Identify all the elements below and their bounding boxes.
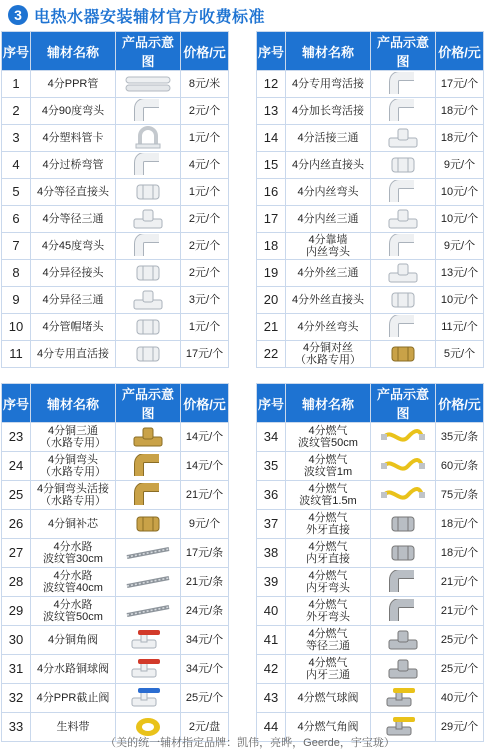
- title-text: 电热水器安装辅材官方收费标准: [34, 8, 266, 26]
- item-name: 4分活接三通: [286, 125, 371, 152]
- item-image-cell: [371, 260, 436, 287]
- item-price: 60元/条: [436, 452, 484, 481]
- item-image-cell: [116, 341, 181, 368]
- item-name: 4分铜对丝 （水路专用）: [286, 341, 371, 368]
- item-image-cell: [116, 152, 181, 179]
- item-number: 13: [257, 98, 286, 125]
- gas-female-tee-icon: [371, 657, 435, 681]
- table-row: [257, 287, 484, 314]
- col-header-name: 辅材名称: [286, 384, 371, 423]
- item-number: 15: [257, 152, 286, 179]
- table-header-row: [2, 32, 229, 71]
- item-price: 18元/个: [436, 125, 484, 152]
- item-image-cell: [116, 287, 181, 314]
- table-row: [2, 71, 229, 98]
- item-number: 20: [257, 287, 286, 314]
- table-row: [2, 287, 229, 314]
- item-number: 36: [257, 481, 286, 510]
- item-name: 4分燃气 波纹管1.5m: [286, 481, 371, 510]
- item-number: 35: [257, 452, 286, 481]
- pipe-icon: [116, 74, 180, 94]
- item-price: 10元/个: [436, 179, 484, 206]
- item-image-cell: [116, 423, 181, 452]
- item-price: 24元/条: [181, 597, 229, 626]
- item-price: 34元/个: [181, 626, 229, 655]
- item-number: 39: [257, 568, 286, 597]
- item-name: 4分燃气 外牙直接: [286, 510, 371, 539]
- price-table-2: [256, 31, 484, 368]
- table-row: [257, 98, 484, 125]
- angle-valve-icon: [116, 628, 180, 652]
- bypass-bend-icon: [116, 153, 180, 177]
- gas-male-coupling-icon: [371, 513, 435, 535]
- pipe-clip-icon: [116, 126, 180, 150]
- table-row: [257, 684, 484, 713]
- item-name: 4分管帽堵头: [31, 314, 116, 341]
- item-name: 4分燃气 波纹管1m: [286, 452, 371, 481]
- item-price: 10元/个: [436, 287, 484, 314]
- male-tee-icon: [371, 261, 435, 285]
- item-name: 4分过桥弯管: [31, 152, 116, 179]
- table-row: [257, 626, 484, 655]
- item-number: 27: [2, 539, 31, 568]
- col-header-name: 辅材名称: [286, 32, 371, 71]
- reducing-tee-icon: [116, 288, 180, 312]
- item-number: 3: [2, 125, 31, 152]
- hose-50-icon: [116, 601, 180, 621]
- item-number: 17: [257, 206, 286, 233]
- table-row: [2, 568, 229, 597]
- item-name: 4分外丝三通: [286, 260, 371, 287]
- item-name: 4分内丝三通: [286, 206, 371, 233]
- item-name: 4分铜三通 （水路专用）: [31, 423, 116, 452]
- item-name: 4分90度弯头: [31, 98, 116, 125]
- item-price: 10元/个: [436, 206, 484, 233]
- col-header-image: 产品示意图: [371, 384, 436, 423]
- section-badge: 3: [8, 5, 28, 25]
- item-number: 4: [2, 152, 31, 179]
- item-image-cell: [371, 655, 436, 684]
- col-header-price: 价格/元: [436, 384, 484, 423]
- item-image-cell: [116, 179, 181, 206]
- item-number: 33: [2, 713, 31, 742]
- brass-union-elbow-icon: [116, 483, 180, 507]
- item-price: 17元/个: [436, 71, 484, 98]
- item-image-cell: [116, 98, 181, 125]
- table-row: [2, 341, 229, 368]
- item-number: 43: [257, 684, 286, 713]
- table-row: [2, 98, 229, 125]
- table-row: [257, 152, 484, 179]
- gas-tee-icon: [371, 628, 435, 652]
- item-price: 11元/个: [436, 314, 484, 341]
- table-row: [257, 314, 484, 341]
- brass-elbow-icon: [116, 454, 180, 478]
- item-name: 4分靠墙 内丝弯头: [286, 233, 371, 260]
- table-row: [2, 314, 229, 341]
- col-header-no: 序号: [2, 32, 31, 71]
- item-name: 4分水路铜球阀: [31, 655, 116, 684]
- item-image-cell: [116, 655, 181, 684]
- item-image-cell: [371, 152, 436, 179]
- male-elbow-icon: [371, 315, 435, 339]
- long-union-elbow-icon: [371, 99, 435, 123]
- item-price: 1元/个: [181, 125, 229, 152]
- table-row: [2, 655, 229, 684]
- col-header-price: 价格/元: [436, 32, 484, 71]
- hose-30-icon: [116, 543, 180, 563]
- item-price: 21元/条: [181, 568, 229, 597]
- item-price: 34元/个: [181, 655, 229, 684]
- table-header-row: [2, 384, 229, 423]
- item-image-cell: [116, 684, 181, 713]
- item-image-cell: [116, 597, 181, 626]
- item-image-cell: [116, 539, 181, 568]
- item-number: 14: [257, 125, 286, 152]
- item-number: 9: [2, 287, 31, 314]
- item-number: 1: [2, 71, 31, 98]
- item-name: 4分外丝弯头: [286, 314, 371, 341]
- item-price: 25元/个: [436, 626, 484, 655]
- item-number: 40: [257, 597, 286, 626]
- item-number: 16: [257, 179, 286, 206]
- item-price: 29元/个: [436, 713, 484, 742]
- item-number: 2: [2, 98, 31, 125]
- item-number: 21: [257, 314, 286, 341]
- col-header-image: 产品示意图: [371, 32, 436, 71]
- item-price: 14元/个: [181, 452, 229, 481]
- item-number: 37: [257, 510, 286, 539]
- item-number: 8: [2, 260, 31, 287]
- table-row: [2, 452, 229, 481]
- brass-bushing-icon: [116, 513, 180, 535]
- item-number: 34: [257, 423, 286, 452]
- item-price: 5元/个: [436, 341, 484, 368]
- item-image-cell: [371, 125, 436, 152]
- female-elbow-icon: [371, 180, 435, 204]
- item-price: 18元/个: [436, 539, 484, 568]
- item-name: 4分水路 波纹管30cm: [31, 539, 116, 568]
- gas-male-elbow-icon: [371, 599, 435, 623]
- item-name: 4分铜补芯: [31, 510, 116, 539]
- item-price: 2元/个: [181, 98, 229, 125]
- item-price: 2元/个: [181, 260, 229, 287]
- wall-elbow-icon: [371, 234, 435, 258]
- item-name: 4分塑料管卡: [31, 125, 116, 152]
- price-table-1: [1, 31, 229, 368]
- item-image-cell: [116, 260, 181, 287]
- item-name: 4分异径三通: [31, 287, 116, 314]
- item-number: 30: [2, 626, 31, 655]
- item-image-cell: [371, 179, 436, 206]
- item-name: 4分铜角阀: [31, 626, 116, 655]
- item-image-cell: [116, 125, 181, 152]
- item-name: 4分燃气 外牙弯头: [286, 597, 371, 626]
- item-image-cell: [116, 568, 181, 597]
- col-header-image: 产品示意图: [116, 32, 181, 71]
- table-row: [257, 125, 484, 152]
- item-name: 4分内丝直接头: [286, 152, 371, 179]
- item-number: 18: [257, 233, 286, 260]
- item-number: 26: [2, 510, 31, 539]
- table-row: [257, 179, 484, 206]
- item-price: 14元/个: [181, 423, 229, 452]
- table-row: [257, 233, 484, 260]
- table-row: [257, 655, 484, 684]
- item-image-cell: [116, 71, 181, 98]
- item-price: 2元/盘: [181, 713, 229, 742]
- item-name: 4分内丝弯头: [286, 179, 371, 206]
- gas-ball-valve-icon: [371, 686, 435, 710]
- item-price: 25元/个: [181, 684, 229, 713]
- item-name: 4分燃气 内牙弯头: [286, 568, 371, 597]
- item-price: 75元/条: [436, 481, 484, 510]
- item-name: 4分燃气 波纹管50cm: [286, 423, 371, 452]
- item-name: 4分加长弯活接: [286, 98, 371, 125]
- item-name: 4分等径三通: [31, 206, 116, 233]
- item-number: 41: [257, 626, 286, 655]
- table-row: [257, 539, 484, 568]
- col-header-no: 序号: [257, 32, 286, 71]
- item-name: 4分燃气球阀: [286, 684, 371, 713]
- item-name: 4分铜弯头 （水路专用）: [31, 452, 116, 481]
- item-number: 19: [257, 260, 286, 287]
- price-table-4: [256, 383, 484, 742]
- female-coupling-icon: [371, 154, 435, 176]
- table-row: [2, 179, 229, 206]
- item-number: 28: [2, 568, 31, 597]
- item-price: 4元/个: [181, 152, 229, 179]
- table-row: [2, 233, 229, 260]
- brass-tee-icon: [116, 425, 180, 449]
- table-row: [257, 71, 484, 98]
- item-number: 11: [2, 341, 31, 368]
- item-price: 35元/条: [436, 423, 484, 452]
- item-image-cell: [371, 287, 436, 314]
- table-row: [2, 510, 229, 539]
- ppr-stop-valve-icon: [116, 686, 180, 710]
- item-image-cell: [371, 626, 436, 655]
- item-price: 40元/个: [436, 684, 484, 713]
- item-price: 1元/个: [181, 314, 229, 341]
- item-number: 7: [2, 233, 31, 260]
- col-header-no: 序号: [257, 384, 286, 423]
- item-name: 4分铜弯头活接 （水路专用）: [31, 481, 116, 510]
- item-image-cell: [116, 481, 181, 510]
- item-price: 18元/个: [436, 510, 484, 539]
- item-number: 42: [257, 655, 286, 684]
- item-name: 4分专用直活接: [31, 341, 116, 368]
- item-image-cell: [371, 597, 436, 626]
- table-row: [2, 597, 229, 626]
- table-header-row: [257, 384, 484, 423]
- table-row: [2, 152, 229, 179]
- item-number: 31: [2, 655, 31, 684]
- table-row: [2, 260, 229, 287]
- item-number: 32: [2, 684, 31, 713]
- price-table-3: [1, 383, 229, 742]
- item-image-cell: [116, 510, 181, 539]
- item-image-cell: [116, 452, 181, 481]
- item-name: 4分水路 波纹管40cm: [31, 568, 116, 597]
- item-name: 4分PPR管: [31, 71, 116, 98]
- item-name: 4分外丝直接头: [286, 287, 371, 314]
- item-image-cell: [116, 626, 181, 655]
- item-name: 4分专用弯活接: [286, 71, 371, 98]
- item-name: 4分燃气 内牙三通: [286, 655, 371, 684]
- page-title: [0, 0, 500, 30]
- item-number: 24: [2, 452, 31, 481]
- item-number: 22: [257, 341, 286, 368]
- item-name: 4分45度弯头: [31, 233, 116, 260]
- item-number: 5: [2, 179, 31, 206]
- item-image-cell: [371, 568, 436, 597]
- male-coupling-icon: [371, 289, 435, 311]
- item-price: 17元/个: [181, 341, 229, 368]
- item-name: 4分燃气 等径三通: [286, 626, 371, 655]
- item-price: 9元/个: [181, 510, 229, 539]
- table-row: [2, 206, 229, 233]
- end-cap-icon: [116, 316, 180, 338]
- gas-female-elbow-icon: [371, 570, 435, 594]
- table-row: [2, 539, 229, 568]
- table-row: [2, 125, 229, 152]
- col-header-no: 序号: [2, 384, 31, 423]
- table-row: [257, 260, 484, 287]
- elbow-icon: [116, 99, 180, 123]
- table-row: [2, 684, 229, 713]
- col-header-price: 价格/元: [181, 32, 229, 71]
- table-row: [2, 626, 229, 655]
- item-image-cell: [371, 233, 436, 260]
- table-row: [2, 481, 229, 510]
- item-number: 10: [2, 314, 31, 341]
- union-icon: [116, 343, 180, 365]
- gas-hose-50-icon: [371, 426, 435, 448]
- table-row: [257, 568, 484, 597]
- item-image-cell: [371, 71, 436, 98]
- item-name: 4分PPR截止阀: [31, 684, 116, 713]
- item-image-cell: [116, 314, 181, 341]
- item-image-cell: [371, 481, 436, 510]
- gas-hose-1m-icon: [371, 455, 435, 477]
- union-tee-icon: [371, 126, 435, 150]
- coupling-icon: [116, 181, 180, 203]
- item-name: 4分异径接头: [31, 260, 116, 287]
- item-number: 6: [2, 206, 31, 233]
- item-price: 9元/个: [436, 152, 484, 179]
- item-image-cell: [371, 206, 436, 233]
- table-row: [257, 452, 484, 481]
- item-number: 25: [2, 481, 31, 510]
- item-image-cell: [116, 206, 181, 233]
- table-row: [2, 423, 229, 452]
- item-number: 44: [257, 713, 286, 742]
- col-header-image: 产品示意图: [116, 384, 181, 423]
- item-price: 21元/个: [181, 481, 229, 510]
- hose-40-icon: [116, 572, 180, 592]
- table-header-row: [257, 32, 484, 71]
- item-image-cell: [371, 510, 436, 539]
- item-image-cell: [371, 452, 436, 481]
- item-number: 29: [2, 597, 31, 626]
- table-row: [257, 510, 484, 539]
- tee-icon: [116, 207, 180, 231]
- ball-valve-icon: [116, 657, 180, 681]
- item-image-cell: [371, 98, 436, 125]
- item-image-cell: [371, 423, 436, 452]
- item-name: 4分等径直接头: [31, 179, 116, 206]
- elbow-45-icon: [116, 234, 180, 258]
- item-image-cell: [371, 341, 436, 368]
- item-number: 12: [257, 71, 286, 98]
- item-number: 23: [2, 423, 31, 452]
- female-tee-icon: [371, 207, 435, 231]
- union-elbow-icon: [371, 72, 435, 96]
- item-image-cell: [371, 684, 436, 713]
- col-header-price: 价格/元: [181, 384, 229, 423]
- table-row: [257, 341, 484, 368]
- item-price: 25元/个: [436, 655, 484, 684]
- col-header-name: 辅材名称: [31, 384, 116, 423]
- item-name: 4分水路 波纹管50cm: [31, 597, 116, 626]
- item-price: 21元/个: [436, 597, 484, 626]
- item-price: 1元/个: [181, 179, 229, 206]
- item-name: 生料带: [31, 713, 116, 742]
- item-price: 18元/个: [436, 98, 484, 125]
- item-price: 2元/个: [181, 206, 229, 233]
- table-row: [257, 423, 484, 452]
- col-header-name: 辅材名称: [31, 32, 116, 71]
- item-name: 4分燃气 内牙直接: [286, 539, 371, 568]
- table-row: [257, 206, 484, 233]
- brand-footer-note: （美的统一辅材指定品牌：凯伟，亮晔，Geerde，宇宝珑）: [105, 737, 395, 749]
- item-image-cell: [116, 233, 181, 260]
- table-row: [257, 597, 484, 626]
- item-image-cell: [371, 539, 436, 568]
- brass-nipple-icon: [371, 343, 435, 365]
- reducer-icon: [116, 262, 180, 284]
- table-row: [257, 481, 484, 510]
- item-image-cell: [371, 314, 436, 341]
- item-number: 38: [257, 539, 286, 568]
- item-price: 21元/个: [436, 568, 484, 597]
- gas-female-coupling-icon: [371, 542, 435, 564]
- gas-hose-15-icon: [371, 484, 435, 506]
- item-price: 17元/条: [181, 539, 229, 568]
- item-price: 8元/米: [181, 71, 229, 98]
- item-price: 3元/个: [181, 287, 229, 314]
- item-price: 9元/个: [436, 233, 484, 260]
- item-price: 13元/个: [436, 260, 484, 287]
- item-name: 4分燃气角阀: [286, 713, 371, 742]
- item-price: 2元/个: [181, 233, 229, 260]
